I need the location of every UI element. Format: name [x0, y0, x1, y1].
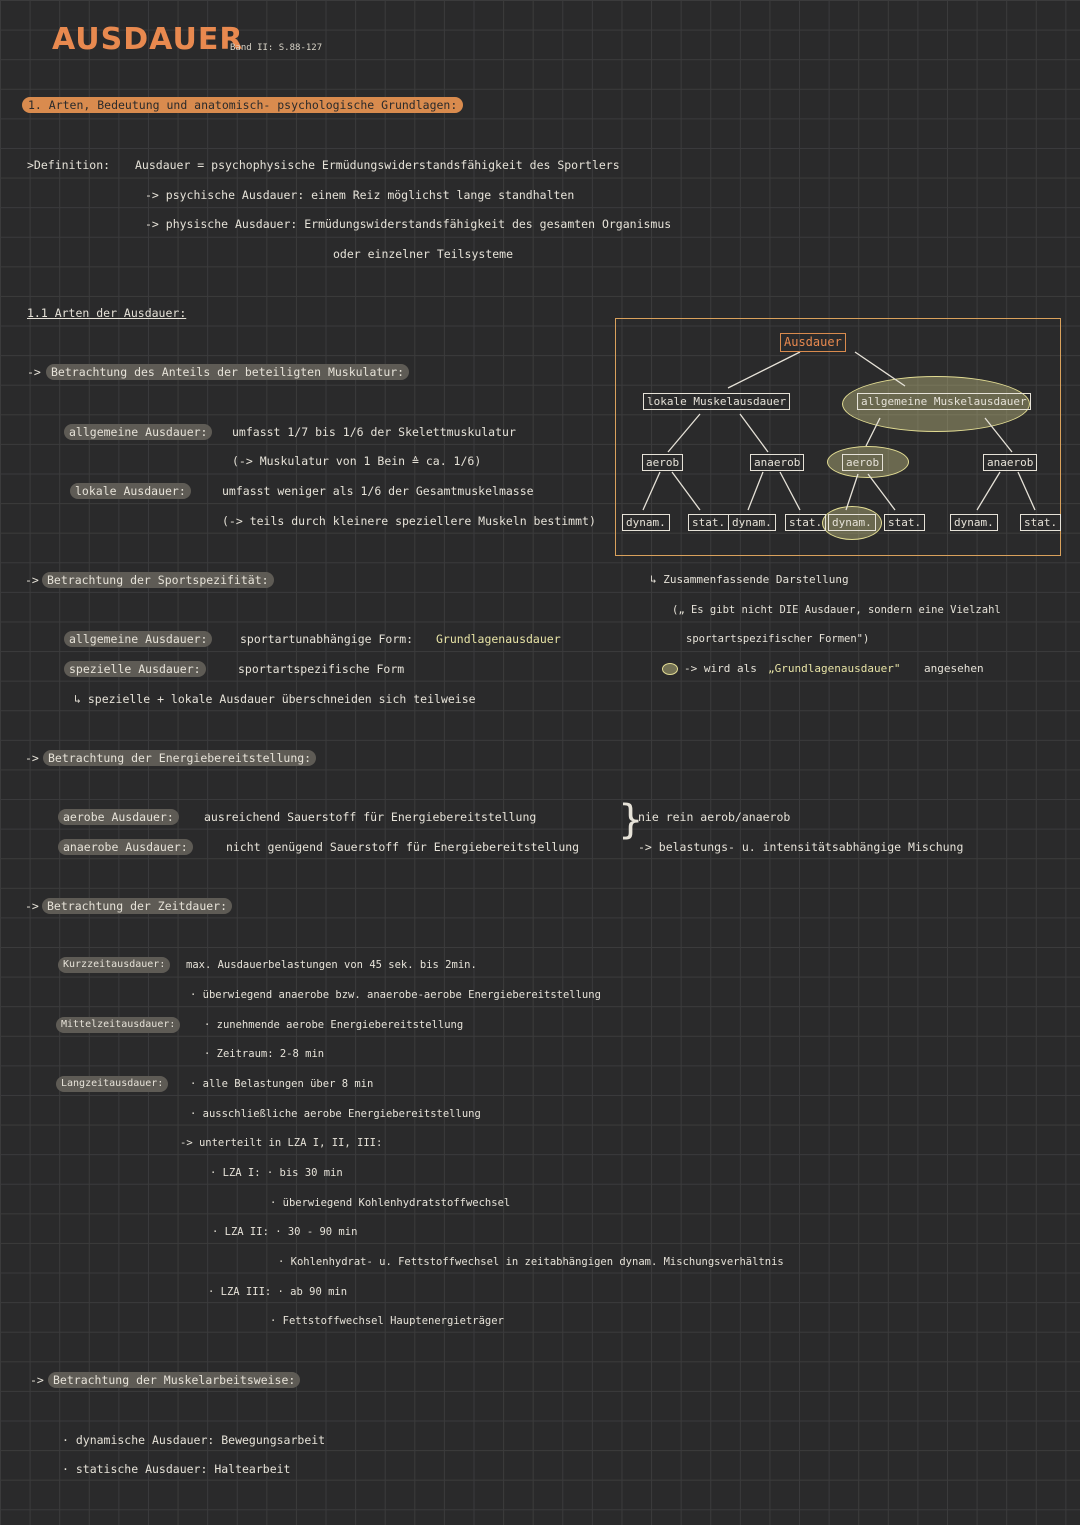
- definition-psych: -> psychische Ausdauer: einem Reiz möglichst lange standhalten: [145, 188, 575, 202]
- lza1b: · überwiegend Kohlenhydratstoffwechsel: [270, 1197, 511, 1209]
- arrow: ->: [30, 1373, 44, 1387]
- node-dynam-1: dynam.: [622, 514, 670, 531]
- lang-text3: -> unterteilt in LZA I, II, III:: [180, 1137, 383, 1149]
- allg-ausdauer-text: umfasst 1/7 bis 1/6 der Skelettmuskulatur: [232, 425, 516, 439]
- muskulatur-heading: Betrachtung des Anteils der beteiligten Muskulatur:: [46, 364, 409, 380]
- node-aerob-allg: aerob: [842, 454, 883, 471]
- kurz-text: max. Ausdauerbelastungen von 45 sek. bis 2min.: [186, 959, 477, 971]
- arbeit-dyn: · dynamische Ausdauer: Bewegungsarbeit: [62, 1433, 326, 1447]
- brace: }: [618, 797, 644, 843]
- lza2b: · Kohlenhydrat- u. Fettstoffwechsel in zeitabhängigen dynam. Mischungsverhältnis: [278, 1256, 784, 1268]
- lza1: · LZA I: · bis 30 min: [210, 1167, 343, 1179]
- arrow: ->: [25, 573, 39, 587]
- sport-spez-text: sportartspezifische Form: [238, 662, 405, 676]
- anaerob-text: nicht genügend Sauerstoff für Energiebereitstellung: [226, 840, 580, 854]
- highlight-marker: [662, 663, 678, 675]
- allg-ausdauer-label: allgemeine Ausdauer:: [64, 424, 212, 440]
- zeit-heading: Betrachtung der Zeitdauer:: [42, 898, 232, 914]
- node-allg: allgemeine Muskelausdauer: [857, 393, 1031, 410]
- energie-side2: -> belastungs- u. intensitätsabhängige Mischung: [638, 840, 964, 854]
- arbeit-heading: Betrachtung der Muskelarbeitsweise:: [48, 1372, 300, 1388]
- sport-allg-text: sportartunabhängige Form:: [240, 632, 414, 646]
- node-dynam-2: dynam.: [728, 514, 776, 531]
- section-heading-1: 1. Arten, Bedeutung und anatomisch- psychologische Grundlagen:: [22, 97, 463, 113]
- diagram-caption2: („ Es gibt nicht DIE Ausdauer, sondern eine Vielzahl: [672, 604, 1001, 616]
- node-stat-2: stat.: [785, 514, 826, 531]
- arrow: ->: [25, 751, 39, 765]
- sport-note: ↳ spezielle + lokale Ausdauer überschneiden sich teilweise: [74, 692, 476, 706]
- definition-phys: -> physische Ausdauer: Ermüdungswiderstandsfähigkeit des gesamten Organismus: [145, 217, 672, 231]
- lokal-ausdauer-text: umfasst weniger als 1/6 der Gesamtmuskelmasse: [222, 484, 534, 498]
- subsection-heading: 1.1 Arten der Ausdauer:: [27, 306, 187, 320]
- aerob-text: ausreichend Sauerstoff für Energiebereitstellung: [204, 810, 537, 824]
- diagram-caption4b: „Grundlagenausdauer": [768, 662, 901, 675]
- lza2: · LZA II: · 30 - 90 min: [212, 1226, 358, 1238]
- kurz-text2: · überwiegend anaerobe bzw. anaerobe-aerobe Energiebereitstellung: [190, 989, 601, 1001]
- aerob-label: aerobe Ausdauer:: [58, 809, 179, 825]
- diagram-caption1: ↳ Zusammenfassende Darstellung: [650, 573, 849, 586]
- lokal-ausdauer-note: (-> teils durch kleinere speziellere Muskeln bestimmt): [222, 514, 596, 528]
- node-stat-3: stat.: [884, 514, 925, 531]
- sport-heading: Betrachtung der Sportspezifität:: [42, 572, 274, 588]
- mittel-text: · zunehmende aerobe Energiebereitstellung: [204, 1019, 464, 1031]
- sport-spez-label: spezielle Ausdauer:: [64, 661, 206, 677]
- allg-ausdauer-note: (-> Muskulatur von 1 Bein ≙ ca. 1/6): [232, 454, 482, 468]
- arrow: ->: [27, 365, 41, 379]
- sport-allg-label: allgemeine Ausdauer:: [64, 631, 212, 647]
- arrow: ->: [25, 899, 39, 913]
- mittel-label: Mittelzeitausdauer:: [56, 1017, 180, 1033]
- node-anaerob-lokal: anaerob: [750, 454, 804, 471]
- arbeit-stat: · statische Ausdauer: Haltearbeit: [62, 1462, 291, 1476]
- definition-phys2: oder einzelner Teilsysteme: [333, 247, 514, 261]
- lang-text: · alle Belastungen über 8 min: [190, 1078, 374, 1090]
- node-aerob-lokal: aerob: [642, 454, 683, 471]
- node-stat-1: stat.: [688, 514, 729, 531]
- node-dynam-3: dynam.: [828, 514, 876, 531]
- anaerob-label: anaerobe Ausdauer:: [58, 839, 193, 855]
- node-dynam-4: dynam.: [950, 514, 998, 531]
- node-stat-4: stat.: [1020, 514, 1061, 531]
- node-ausdauer: Ausdauer: [780, 333, 846, 352]
- lang-label: Langzeitausdauer:: [56, 1076, 168, 1092]
- lza3: · LZA III: · ab 90 min: [208, 1286, 348, 1298]
- diagram-caption4c: angesehen: [924, 662, 984, 675]
- kurz-label: Kurzzeitausdauer:: [58, 957, 170, 973]
- diagram-caption4a: -> wird als: [684, 662, 757, 675]
- lza3b: · Fettstoffwechsel Hauptenergieträger: [270, 1315, 504, 1327]
- definition-main: Ausdauer = psychophysische Ermüdungswiderstandsfähigkeit des Sportlers: [135, 158, 620, 172]
- definition-label: >Definition:: [27, 158, 111, 172]
- diagram-caption3: sportartspezifischer Formen"): [686, 633, 870, 645]
- energie-side1: nie rein aerob/anaerob: [638, 810, 791, 824]
- lang-text2: · ausschließliche aerobe Energiebereitstellung: [190, 1108, 481, 1120]
- node-anaerob-allg: anaerob: [983, 454, 1037, 471]
- mittel-text2: · Zeitraum: 2-8 min: [204, 1048, 325, 1060]
- page-title: AUSDAUER: [52, 22, 244, 57]
- node-lokal: lokale Muskelausdauer: [643, 393, 790, 410]
- grundlagenausdauer-highlight: Grundlagenausdauer: [436, 632, 561, 646]
- book-reference: Band II: S.88-127: [230, 43, 323, 53]
- lokal-ausdauer-label: lokale Ausdauer:: [70, 483, 191, 499]
- energie-heading: Betrachtung der Energiebereitstellung:: [43, 750, 316, 766]
